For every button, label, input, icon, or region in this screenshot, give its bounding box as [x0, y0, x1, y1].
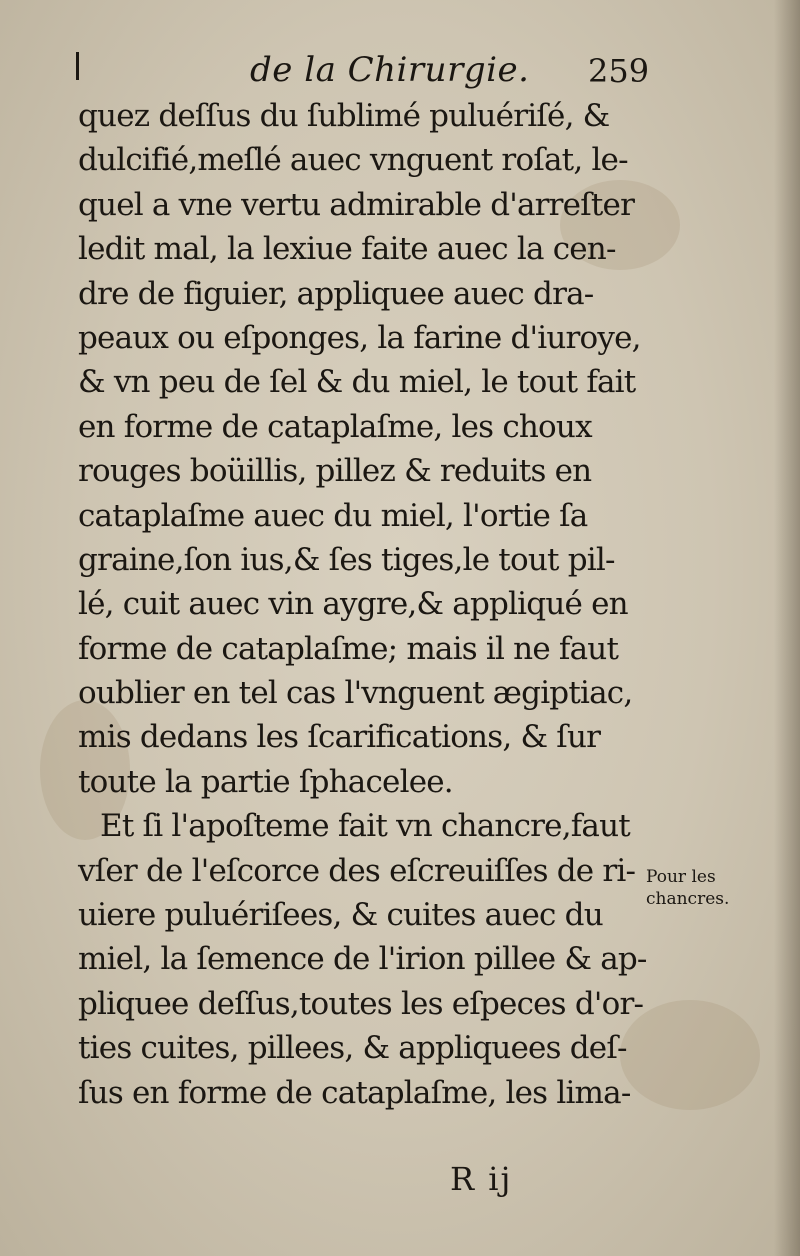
text-line: forme de cataplaſme; mais il ne faut: [78, 630, 619, 667]
text-line: cataplaſme auec du miel, l'ortie ſa: [78, 497, 588, 534]
text-line: vſer de l'eſcorce des eſcreuiſſes de ri-: [78, 852, 636, 889]
text-line: toute la partie ſphacelee.: [78, 763, 453, 800]
page-number: 259: [588, 52, 650, 90]
text-line: graine,ſon ius,& ſes tiges,le tout pil-: [78, 541, 615, 578]
text-line: & vn peu de ſel & du miel, le tout fait: [78, 364, 636, 401]
body-text: [78, 94, 658, 1115]
text-line: uiere puluériſees, & cuites auec du: [78, 897, 603, 934]
margin-note: [646, 866, 786, 910]
header-rule: [76, 52, 79, 80]
text-line: oublier en tel cas l'vnguent ægiptiac,: [78, 675, 633, 712]
text-line: ties cuites, pillees, & appliquees deſ-: [78, 1030, 627, 1067]
text-line: rouges boüillis, pillez & reduits en: [78, 453, 592, 490]
text-line: dulcifié,meſlé auec vnguent roſat, le-: [78, 142, 628, 179]
text-line: ledit mal, la lexiue faite auec la cen-: [78, 231, 616, 268]
text-line: ſus en forme de cataplaſme, les lima-: [78, 1074, 631, 1111]
text-line: quez deſſus du ſublimé puluériſé, &: [78, 98, 610, 134]
text-line: miel, la ſemence de l'irion pillee & ap-: [78, 941, 647, 978]
paragraph-start-line: Et ſi l'apoſteme fait vn chancre,faut: [100, 808, 630, 845]
margin-note-line: chancres.: [646, 889, 730, 909]
text-line: peaux ou eſponges, la farine d'iuroye,: [78, 319, 641, 356]
text-line: lé, cuit auec vin aygre,& appliqué en: [78, 586, 628, 623]
page-edge-shadow: [774, 0, 800, 1256]
text-line: quel a vne vertu admirable d'arreſter: [78, 186, 635, 223]
signature-mark: R ij: [450, 1160, 513, 1198]
text-line: en forme de cataplaſme, les choux: [78, 408, 592, 445]
running-title: de la Chirurgie.: [250, 50, 530, 90]
margin-note-line: Pour les: [646, 867, 716, 887]
text-line: dre de figuier, appliquee auec dra-: [78, 275, 594, 312]
text-line: mis dedans les ſcarifications, & ſur: [78, 719, 601, 756]
text-line: pliquee deſſus,toutes les eſpeces d'or-: [78, 985, 644, 1022]
